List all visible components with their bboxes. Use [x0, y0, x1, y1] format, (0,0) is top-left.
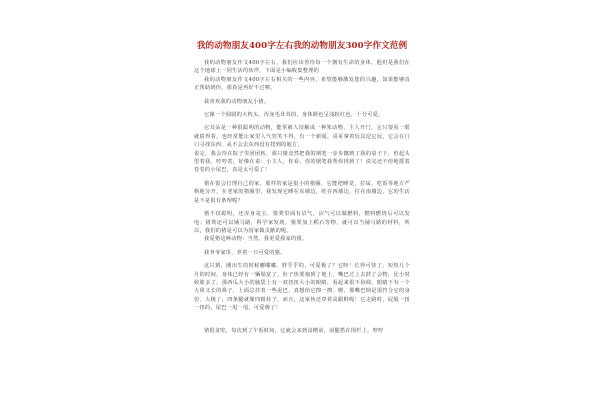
body-paragraph: 它耳朵是一种很聪明的动物，能常被人误解成一种笨动物，主人开门，它只要看一眼就猜得着，也经常能让家里人气哭笑不得，有一个新闻，哥哥拿着玩具逗它玩，它会在门口寻找东西，从不会去东西没有找到的地方，	[194, 125, 410, 149]
body-paragraph: 它像一个圆圆的大枕头，浑身毛茸茸的，身体颜色呈浅粉红色，十分可爱。	[204, 112, 384, 119]
body-paragraph: 我喜欢我的动物朋友小猪。	[204, 98, 270, 105]
body-paragraph: 这只猪，刚出生的时候嘟嘟嘟、胖乎乎的，可爱极了？它呀！长得可快了，短短几个月的时间，身体已经有一辆塌宽了，肚子快要拖到了地上，嘴巴过上去鼓了会物，比小时候胀多了，那西瓜大小的脑袋上有一双扭扭大小的眼睛，看起来很不协调，眼睛下有一个大鼻又长的鼻子，上面总挂着一些泥巴，真想给它擦一擦。嗯，那嘴巴倒是很符合它的身份，大极了，四条腿就像四根柱子，而且，这家伙还穿着高跟鞋呢！它走路时，屁股一扭一扭的，尾巴一甩一甩，可爱极了！	[194, 263, 410, 312]
body-paragraph: 我爱猪这种动物：当然，我更爱我家的猪。	[204, 236, 308, 243]
intro-paragraph-2: 我的动物朋友作文400字左右相关的一些内容，希望能够激发您的兴趣，如果能够真正帮助到你，那真是再好不过啦。	[194, 76, 410, 92]
body-paragraph: 我爷爷家里，养着一只可爱的猪。	[204, 249, 286, 256]
body-paragraph: 猪很贪吃，每次到了午饭时间，它就会来到食槽前，前腿搭在围栏上，哼哼	[204, 327, 384, 334]
document-title: 我的动物朋友400字左右我的动物朋友300字作文范例	[196, 41, 408, 51]
body-paragraph: 猪在很会打理自己的家，那样的家是很小的猪圈，它能把睡觉、拉屎、吃饭等地方严格地分开，在老家的猪圈里，我发现它睡在东墙边，吃在西墙边，拉在南墙边，它的生活是不是很有条理呢？	[194, 180, 410, 204]
body-paragraph: 说完，我会待在院子里团团转，那只猪竟然把我的钢笔一步步挪到了我的桌子下，但起头望着我，哼哼着，好像在说：小主人，你看，你的钢笔我帮你找到了！说完还不停地摇着卷卷的小尾巴，真是太可爱了！	[194, 150, 410, 174]
body-paragraph: 猪不仅聪明，还浑身是宝，猪粪里面有沼气，沼气可以做燃料，燃料燃烧后可以发电；猪粪还可以铺马路，科学家发现，猪粪加上稻石等物，就可以当铺马路的材料，所以，我们的猪是可以为国家做贡献的呢。	[194, 211, 410, 234]
intro-paragraph-1: 我的动物朋友作文400字左右，我们应该善待每一个拥有生命的身体，他们是我们在这个地球上一同生活的伙伴。下面是小编收集整理的	[194, 60, 410, 75]
